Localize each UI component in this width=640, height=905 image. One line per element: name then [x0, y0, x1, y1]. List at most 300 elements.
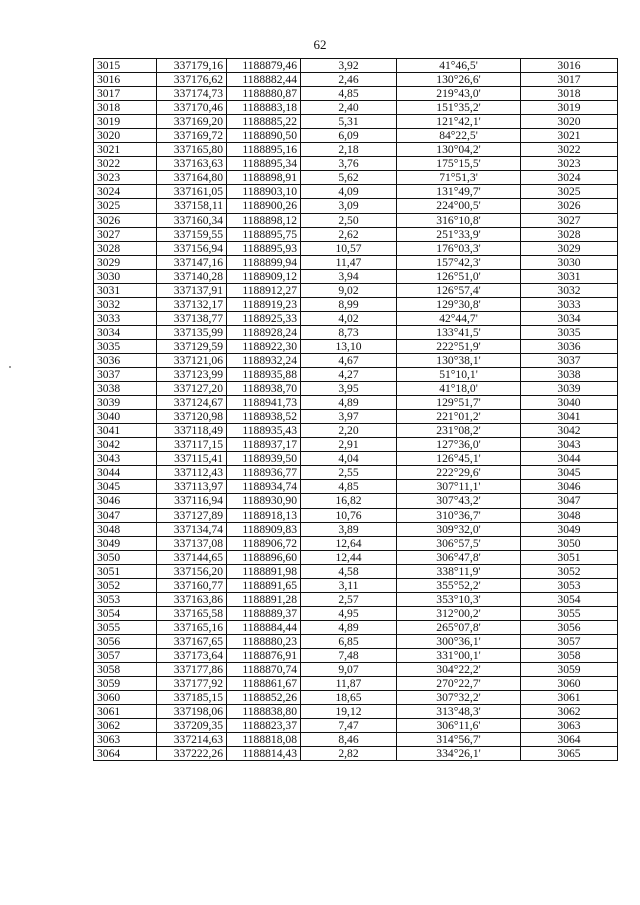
y-coordinate-cell: 1188903,10	[227, 185, 301, 199]
distance-cell: 4,89	[301, 396, 397, 410]
next-point-cell: 3027	[521, 213, 618, 227]
y-coordinate-cell: 1188909,83	[227, 522, 301, 536]
y-coordinate-cell: 1188852,26	[227, 691, 301, 705]
distance-cell: 3,11	[301, 578, 397, 592]
next-point-cell: 3039	[521, 382, 618, 396]
point-number-cell: 3049	[94, 536, 157, 550]
distance-cell: 11,47	[301, 255, 397, 269]
table-row	[94, 424, 618, 438]
bearing-cell: 71°51,3'	[397, 171, 521, 185]
table-row	[94, 733, 618, 747]
point-number-cell: 3031	[94, 283, 157, 297]
distance-cell: 4,85	[301, 480, 397, 494]
x-coordinate-cell: 337222,26	[157, 747, 227, 761]
y-coordinate-cell: 1188899,94	[227, 255, 301, 269]
y-coordinate-cell: 1188935,43	[227, 424, 301, 438]
table-row	[94, 382, 618, 396]
distance-cell: 3,92	[301, 59, 397, 73]
point-number-cell: 3052	[94, 578, 157, 592]
point-number-cell: 3032	[94, 297, 157, 311]
y-coordinate-cell: 1188930,90	[227, 494, 301, 508]
point-number-cell: 3064	[94, 747, 157, 761]
y-coordinate-cell: 1188861,67	[227, 677, 301, 691]
bearing-cell: 222°29,6'	[397, 466, 521, 480]
bearing-cell: 310°36,7'	[397, 508, 521, 522]
distance-cell: 6,85	[301, 634, 397, 648]
y-coordinate-cell: 1188891,65	[227, 578, 301, 592]
table-row	[94, 691, 618, 705]
y-coordinate-cell: 1188895,75	[227, 227, 301, 241]
table-row	[94, 634, 618, 648]
point-number-cell: 3063	[94, 733, 157, 747]
bearing-cell: 121°42,1'	[397, 115, 521, 129]
bearing-cell: 306°47,8'	[397, 550, 521, 564]
point-number-cell: 3043	[94, 452, 157, 466]
bearing-cell: 130°04,2'	[397, 143, 521, 157]
bearing-cell: 84°22,5'	[397, 129, 521, 143]
table-row	[94, 564, 618, 578]
table-row	[94, 719, 618, 733]
bearing-cell: 304°22,2'	[397, 663, 521, 677]
distance-cell: 2,57	[301, 592, 397, 606]
distance-cell: 12,44	[301, 550, 397, 564]
x-coordinate-cell: 337124,67	[157, 396, 227, 410]
distance-cell: 3,97	[301, 410, 397, 424]
y-coordinate-cell: 1188925,33	[227, 311, 301, 325]
point-number-cell: 3048	[94, 522, 157, 536]
point-number-cell: 3024	[94, 185, 157, 199]
bearing-cell: 231°08,2'	[397, 424, 521, 438]
point-number-cell: 3033	[94, 311, 157, 325]
point-number-cell: 3034	[94, 325, 157, 339]
distance-cell: 4,95	[301, 606, 397, 620]
table-row	[94, 396, 618, 410]
bearing-cell: 307°11,1'	[397, 480, 521, 494]
next-point-cell: 3029	[521, 241, 618, 255]
point-number-cell: 3028	[94, 241, 157, 255]
next-point-cell: 3026	[521, 199, 618, 213]
table-row	[94, 592, 618, 606]
y-coordinate-cell: 1188900,26	[227, 199, 301, 213]
next-point-cell: 3056	[521, 620, 618, 634]
point-number-cell: 3053	[94, 592, 157, 606]
x-coordinate-cell: 337129,59	[157, 339, 227, 353]
table-row	[94, 578, 618, 592]
table-row	[94, 747, 618, 761]
bearing-cell: 313°48,3'	[397, 705, 521, 719]
bearing-cell: 127°36,0'	[397, 438, 521, 452]
x-coordinate-cell: 337147,16	[157, 255, 227, 269]
next-point-cell: 3023	[521, 157, 618, 171]
point-number-cell: 3051	[94, 564, 157, 578]
table-row	[94, 620, 618, 634]
table-row	[94, 410, 618, 424]
x-coordinate-cell: 337165,16	[157, 620, 227, 634]
x-coordinate-cell: 337161,05	[157, 185, 227, 199]
x-coordinate-cell: 337159,55	[157, 227, 227, 241]
distance-cell: 12,64	[301, 536, 397, 550]
next-point-cell: 3053	[521, 578, 618, 592]
distance-cell: 2,40	[301, 101, 397, 115]
table-row	[94, 508, 618, 522]
y-coordinate-cell: 1188918,13	[227, 508, 301, 522]
x-coordinate-cell: 337177,92	[157, 677, 227, 691]
distance-cell: 4,85	[301, 87, 397, 101]
next-point-cell: 3049	[521, 522, 618, 536]
table-row	[94, 368, 618, 382]
table-row	[94, 73, 618, 87]
table-row	[94, 536, 618, 550]
x-coordinate-cell: 337176,62	[157, 73, 227, 87]
table-row	[94, 677, 618, 691]
distance-cell: 9,07	[301, 663, 397, 677]
table-row	[94, 297, 618, 311]
distance-cell: 4,89	[301, 620, 397, 634]
x-coordinate-cell: 337163,63	[157, 157, 227, 171]
table-row	[94, 241, 618, 255]
bearing-cell: 270°22,7'	[397, 677, 521, 691]
table-row	[94, 705, 618, 719]
table-row	[94, 157, 618, 171]
bearing-cell: 334°26,1'	[397, 747, 521, 761]
distance-cell: 11,87	[301, 677, 397, 691]
table-row	[94, 199, 618, 213]
bearing-cell: 221°01,2'	[397, 410, 521, 424]
next-point-cell: 3025	[521, 185, 618, 199]
y-coordinate-cell: 1188909,12	[227, 269, 301, 283]
table-row	[94, 283, 618, 297]
point-number-cell: 3027	[94, 227, 157, 241]
bearing-cell: 306°57,5'	[397, 536, 521, 550]
distance-cell: 2,62	[301, 227, 397, 241]
x-coordinate-cell: 337158,11	[157, 199, 227, 213]
bearing-cell: 300°36,1'	[397, 634, 521, 648]
y-coordinate-cell: 1188906,72	[227, 536, 301, 550]
distance-cell: 4,02	[301, 311, 397, 325]
table-row	[94, 143, 618, 157]
bearing-cell: 224°00,5'	[397, 199, 521, 213]
bearing-cell: 251°33,9'	[397, 227, 521, 241]
margin-mark	[9, 366, 11, 368]
distance-cell: 2,50	[301, 213, 397, 227]
distance-cell: 8,73	[301, 325, 397, 339]
x-coordinate-cell: 337132,17	[157, 297, 227, 311]
point-number-cell: 3047	[94, 508, 157, 522]
coordinates-table	[93, 58, 618, 761]
bearing-cell: 331°00,1'	[397, 648, 521, 662]
next-point-cell: 3046	[521, 480, 618, 494]
next-point-cell: 3021	[521, 129, 618, 143]
y-coordinate-cell: 1188912,27	[227, 283, 301, 297]
distance-cell: 3,94	[301, 269, 397, 283]
y-coordinate-cell: 1188891,98	[227, 564, 301, 578]
distance-cell: 2,55	[301, 466, 397, 480]
point-number-cell: 3057	[94, 648, 157, 662]
table-row	[94, 171, 618, 185]
table-row	[94, 438, 618, 452]
y-coordinate-cell: 1188883,18	[227, 101, 301, 115]
point-number-cell: 3040	[94, 410, 157, 424]
distance-cell: 2,18	[301, 143, 397, 157]
x-coordinate-cell: 337160,77	[157, 578, 227, 592]
x-coordinate-cell: 337135,99	[157, 325, 227, 339]
x-coordinate-cell: 337127,20	[157, 382, 227, 396]
x-coordinate-cell: 337174,73	[157, 87, 227, 101]
y-coordinate-cell: 1188928,24	[227, 325, 301, 339]
distance-cell: 5,62	[301, 171, 397, 185]
next-point-cell: 3034	[521, 311, 618, 325]
x-coordinate-cell: 337160,34	[157, 213, 227, 227]
point-number-cell: 3029	[94, 255, 157, 269]
distance-cell: 16,82	[301, 494, 397, 508]
next-point-cell: 3030	[521, 255, 618, 269]
y-coordinate-cell: 1188870,74	[227, 663, 301, 677]
point-number-cell: 3060	[94, 691, 157, 705]
point-number-cell: 3017	[94, 87, 157, 101]
y-coordinate-cell: 1188882,44	[227, 73, 301, 87]
bearing-cell: 129°51,7'	[397, 396, 521, 410]
x-coordinate-cell: 337164,80	[157, 171, 227, 185]
next-point-cell: 3019	[521, 101, 618, 115]
next-point-cell: 3059	[521, 663, 618, 677]
point-number-cell: 3041	[94, 424, 157, 438]
y-coordinate-cell: 1188936,77	[227, 466, 301, 480]
y-coordinate-cell: 1188939,50	[227, 452, 301, 466]
bearing-cell: 338°11,9'	[397, 564, 521, 578]
bearing-cell: 151°35,2'	[397, 101, 521, 115]
table-row	[94, 227, 618, 241]
point-number-cell: 3046	[94, 494, 157, 508]
x-coordinate-cell: 337121,06	[157, 353, 227, 367]
next-point-cell: 3052	[521, 564, 618, 578]
bearing-cell: 355°52,2'	[397, 578, 521, 592]
distance-cell: 2,20	[301, 424, 397, 438]
distance-cell: 4,58	[301, 564, 397, 578]
table-row	[94, 115, 618, 129]
point-number-cell: 3018	[94, 101, 157, 115]
distance-cell: 3,09	[301, 199, 397, 213]
x-coordinate-cell: 337177,86	[157, 663, 227, 677]
x-coordinate-cell: 337163,86	[157, 592, 227, 606]
point-number-cell: 3023	[94, 171, 157, 185]
next-point-cell: 3048	[521, 508, 618, 522]
bearing-cell: 307°32,2'	[397, 691, 521, 705]
next-point-cell: 3051	[521, 550, 618, 564]
y-coordinate-cell: 1188891,28	[227, 592, 301, 606]
point-number-cell: 3056	[94, 634, 157, 648]
point-number-cell: 3026	[94, 213, 157, 227]
y-coordinate-cell: 1188895,34	[227, 157, 301, 171]
table-row	[94, 255, 618, 269]
next-point-cell: 3064	[521, 733, 618, 747]
table-row	[94, 185, 618, 199]
x-coordinate-cell: 337179,16	[157, 59, 227, 73]
next-point-cell: 3028	[521, 227, 618, 241]
distance-cell: 7,48	[301, 648, 397, 662]
x-coordinate-cell: 337134,74	[157, 522, 227, 536]
next-point-cell: 3060	[521, 677, 618, 691]
y-coordinate-cell: 1188937,17	[227, 438, 301, 452]
page-number: 62	[313, 37, 327, 52]
y-coordinate-cell: 1188934,74	[227, 480, 301, 494]
point-number-cell: 3054	[94, 606, 157, 620]
coordinates-table-body	[94, 59, 618, 761]
point-number-cell: 3059	[94, 677, 157, 691]
x-coordinate-cell: 337115,41	[157, 452, 227, 466]
distance-cell: 3,76	[301, 157, 397, 171]
distance-cell: 18,65	[301, 691, 397, 705]
distance-cell: 4,67	[301, 353, 397, 367]
table-row	[94, 494, 618, 508]
point-number-cell: 3061	[94, 705, 157, 719]
table-row	[94, 87, 618, 101]
y-coordinate-cell: 1188896,60	[227, 550, 301, 564]
y-coordinate-cell: 1188880,87	[227, 87, 301, 101]
next-point-cell: 3061	[521, 691, 618, 705]
next-point-cell: 3022	[521, 143, 618, 157]
distance-cell: 7,47	[301, 719, 397, 733]
bearing-cell: 126°45,1'	[397, 452, 521, 466]
x-coordinate-cell: 337170,46	[157, 101, 227, 115]
table-row	[94, 480, 618, 494]
y-coordinate-cell: 1188938,52	[227, 410, 301, 424]
next-point-cell: 3016	[521, 59, 618, 73]
distance-cell: 2,82	[301, 747, 397, 761]
table-row	[94, 648, 618, 662]
table-row	[94, 269, 618, 283]
table-row	[94, 663, 618, 677]
x-coordinate-cell: 337112,43	[157, 466, 227, 480]
next-point-cell: 3047	[521, 494, 618, 508]
distance-cell: 2,91	[301, 438, 397, 452]
bearing-cell: 130°26,6'	[397, 73, 521, 87]
y-coordinate-cell: 1188879,46	[227, 59, 301, 73]
next-point-cell: 3037	[521, 353, 618, 367]
y-coordinate-cell: 1188935,88	[227, 368, 301, 382]
y-coordinate-cell: 1188919,23	[227, 297, 301, 311]
next-point-cell: 3055	[521, 606, 618, 620]
next-point-cell: 3017	[521, 73, 618, 87]
bearing-cell: 126°51,0'	[397, 269, 521, 283]
point-number-cell: 3020	[94, 129, 157, 143]
next-point-cell: 3020	[521, 115, 618, 129]
bearing-cell: 222°51,9'	[397, 339, 521, 353]
point-number-cell: 3019	[94, 115, 157, 129]
bearing-cell: 353°10,3'	[397, 592, 521, 606]
point-number-cell: 3035	[94, 339, 157, 353]
y-coordinate-cell: 1188895,16	[227, 143, 301, 157]
x-coordinate-cell: 337116,94	[157, 494, 227, 508]
next-point-cell: 3044	[521, 452, 618, 466]
x-coordinate-cell: 337123,99	[157, 368, 227, 382]
point-number-cell: 3016	[94, 73, 157, 87]
bearing-cell: 265°07,8'	[397, 620, 521, 634]
x-coordinate-cell: 337137,08	[157, 536, 227, 550]
point-number-cell: 3039	[94, 396, 157, 410]
next-point-cell: 3065	[521, 747, 618, 761]
bearing-cell: 314°56,7'	[397, 733, 521, 747]
point-number-cell: 3025	[94, 199, 157, 213]
x-coordinate-cell: 337165,58	[157, 606, 227, 620]
point-number-cell: 3036	[94, 353, 157, 367]
x-coordinate-cell: 337167,65	[157, 634, 227, 648]
point-number-cell: 3038	[94, 382, 157, 396]
x-coordinate-cell: 337120,98	[157, 410, 227, 424]
x-coordinate-cell: 337113,97	[157, 480, 227, 494]
distance-cell: 13,10	[301, 339, 397, 353]
distance-cell: 6,09	[301, 129, 397, 143]
y-coordinate-cell: 1188814,43	[227, 747, 301, 761]
point-number-cell: 3045	[94, 480, 157, 494]
table-row	[94, 550, 618, 564]
bearing-cell: 306°11,6'	[397, 719, 521, 733]
distance-cell: 10,76	[301, 508, 397, 522]
next-point-cell: 3031	[521, 269, 618, 283]
x-coordinate-cell: 337118,49	[157, 424, 227, 438]
x-coordinate-cell: 337140,28	[157, 269, 227, 283]
next-point-cell: 3033	[521, 297, 618, 311]
distance-cell: 9,02	[301, 283, 397, 297]
table-row	[94, 522, 618, 536]
y-coordinate-cell: 1188941,73	[227, 396, 301, 410]
bearing-cell: 41°46,5'	[397, 59, 521, 73]
x-coordinate-cell: 337165,80	[157, 143, 227, 157]
point-number-cell: 3037	[94, 368, 157, 382]
bearing-cell: 51°10,1'	[397, 368, 521, 382]
bearing-cell: 175°15,5'	[397, 157, 521, 171]
y-coordinate-cell: 1188922,30	[227, 339, 301, 353]
bearing-cell: 133°41,5'	[397, 325, 521, 339]
x-coordinate-cell: 337198,06	[157, 705, 227, 719]
x-coordinate-cell: 337138,77	[157, 311, 227, 325]
x-coordinate-cell: 337144,65	[157, 550, 227, 564]
next-point-cell: 3024	[521, 171, 618, 185]
point-number-cell: 3042	[94, 438, 157, 452]
bearing-cell: 130°38,1'	[397, 353, 521, 367]
point-number-cell: 3062	[94, 719, 157, 733]
next-point-cell: 3063	[521, 719, 618, 733]
bearing-cell: 176°03,3'	[397, 241, 521, 255]
y-coordinate-cell: 1188880,23	[227, 634, 301, 648]
table-row	[94, 325, 618, 339]
distance-cell: 8,46	[301, 733, 397, 747]
next-point-cell: 3043	[521, 438, 618, 452]
next-point-cell: 3058	[521, 648, 618, 662]
bearing-cell: 129°30,8'	[397, 297, 521, 311]
y-coordinate-cell: 1188818,08	[227, 733, 301, 747]
next-point-cell: 3062	[521, 705, 618, 719]
x-coordinate-cell: 337137,91	[157, 283, 227, 297]
x-coordinate-cell: 337169,72	[157, 129, 227, 143]
next-point-cell: 3041	[521, 410, 618, 424]
bearing-cell: 307°43,2'	[397, 494, 521, 508]
x-coordinate-cell: 337156,94	[157, 241, 227, 255]
y-coordinate-cell: 1188876,91	[227, 648, 301, 662]
distance-cell: 10,57	[301, 241, 397, 255]
next-point-cell: 3054	[521, 592, 618, 606]
y-coordinate-cell: 1188838,80	[227, 705, 301, 719]
distance-cell: 2,46	[301, 73, 397, 87]
next-point-cell: 3032	[521, 283, 618, 297]
bearing-cell: 312°00,2'	[397, 606, 521, 620]
distance-cell: 4,27	[301, 368, 397, 382]
point-number-cell: 3022	[94, 157, 157, 171]
point-number-cell: 3021	[94, 143, 157, 157]
table-row	[94, 353, 618, 367]
bearing-cell: 42°44,7'	[397, 311, 521, 325]
x-coordinate-cell: 337173,64	[157, 648, 227, 662]
y-coordinate-cell: 1188823,37	[227, 719, 301, 733]
